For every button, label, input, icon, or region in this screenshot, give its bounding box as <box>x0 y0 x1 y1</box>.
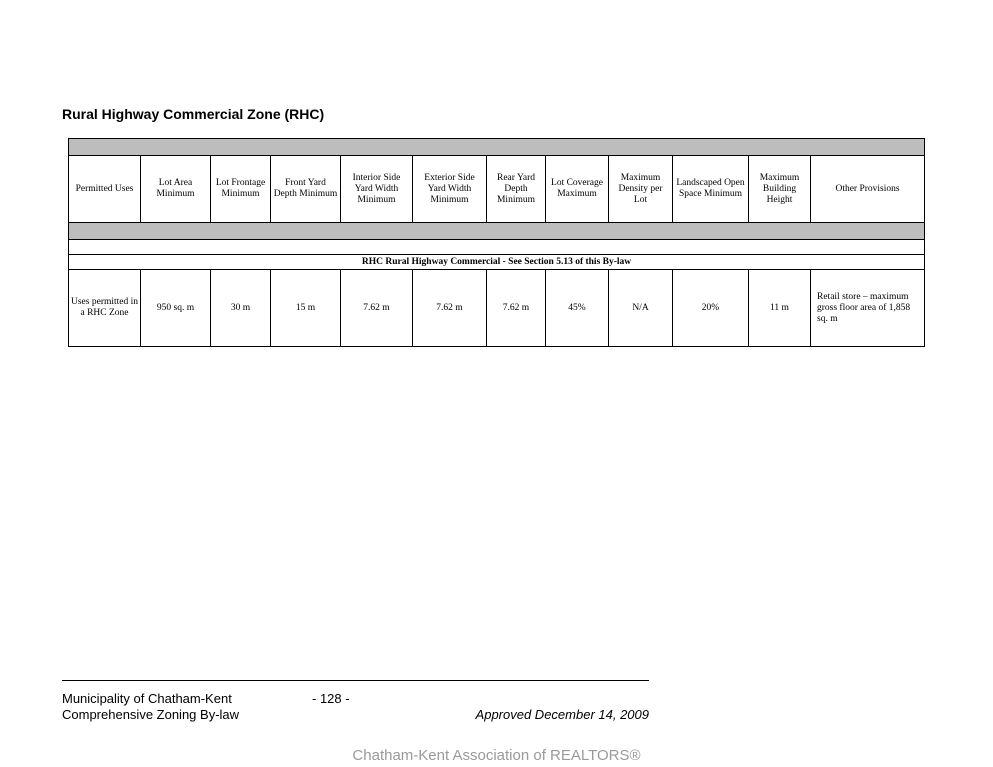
table-cell: 950 sq. m <box>141 270 211 347</box>
table-cell: 7.62 m <box>341 270 413 347</box>
table-cell: 45% <box>546 270 609 347</box>
table-cell: 30 m <box>211 270 271 347</box>
table-row <box>69 270 925 347</box>
page-number: - 128 - <box>312 691 350 706</box>
table-cell: N/A <box>609 270 673 347</box>
column-header: Maximum Building Height <box>749 156 811 223</box>
column-header: Landscaped Open Space Minimum <box>673 156 749 223</box>
column-header: Maximum Density per Lot <box>609 156 673 223</box>
zoning-table <box>68 138 925 347</box>
column-header: Lot Frontage Minimum <box>211 156 271 223</box>
section-title: RHC Rural Highway Commercial - See Section 5.13 of this By-law <box>69 255 925 270</box>
column-header: Rear Yard Depth Minimum <box>487 156 546 223</box>
footer-line-1: Municipality of Chatham-Kent <box>62 691 232 706</box>
column-header: Exterior Side Yard Width Minimum <box>413 156 487 223</box>
table-header-row <box>69 156 925 223</box>
table-cell: Retail store – maximum gross floor area of 1,858 sq. m <box>811 270 925 347</box>
table-cell: 7.62 m <box>413 270 487 347</box>
table-cell: 15 m <box>271 270 341 347</box>
column-header: Lot Area Minimum <box>141 156 211 223</box>
column-header: Other Provisions <box>811 156 925 223</box>
footer-line-2: Comprehensive Zoning By-law <box>62 707 240 722</box>
column-header: Front Yard Depth Minimum <box>271 156 341 223</box>
footer-municipality <box>62 691 239 723</box>
approval-date: Approved December 14, 2009 <box>475 707 649 722</box>
table-section-row <box>69 255 925 270</box>
table-cell: 20% <box>673 270 749 347</box>
table-cell: 7.62 m <box>487 270 546 347</box>
watermark: Chatham-Kent Association of REALTORS® <box>352 747 641 764</box>
column-header: Permitted Uses <box>69 156 141 223</box>
column-header: Interior Side Yard Width Minimum <box>341 156 413 223</box>
table-mid-band <box>69 223 925 240</box>
page-heading: Rural Highway Commercial Zone (RHC) <box>62 106 325 122</box>
table-cell: 11 m <box>749 270 811 347</box>
table-cell: Uses permitted in a RHC Zone <box>69 270 141 347</box>
footer-rule <box>62 680 649 681</box>
table-top-band <box>69 139 925 156</box>
table-blank-band <box>69 240 925 255</box>
column-header: Lot Coverage Maximum <box>546 156 609 223</box>
